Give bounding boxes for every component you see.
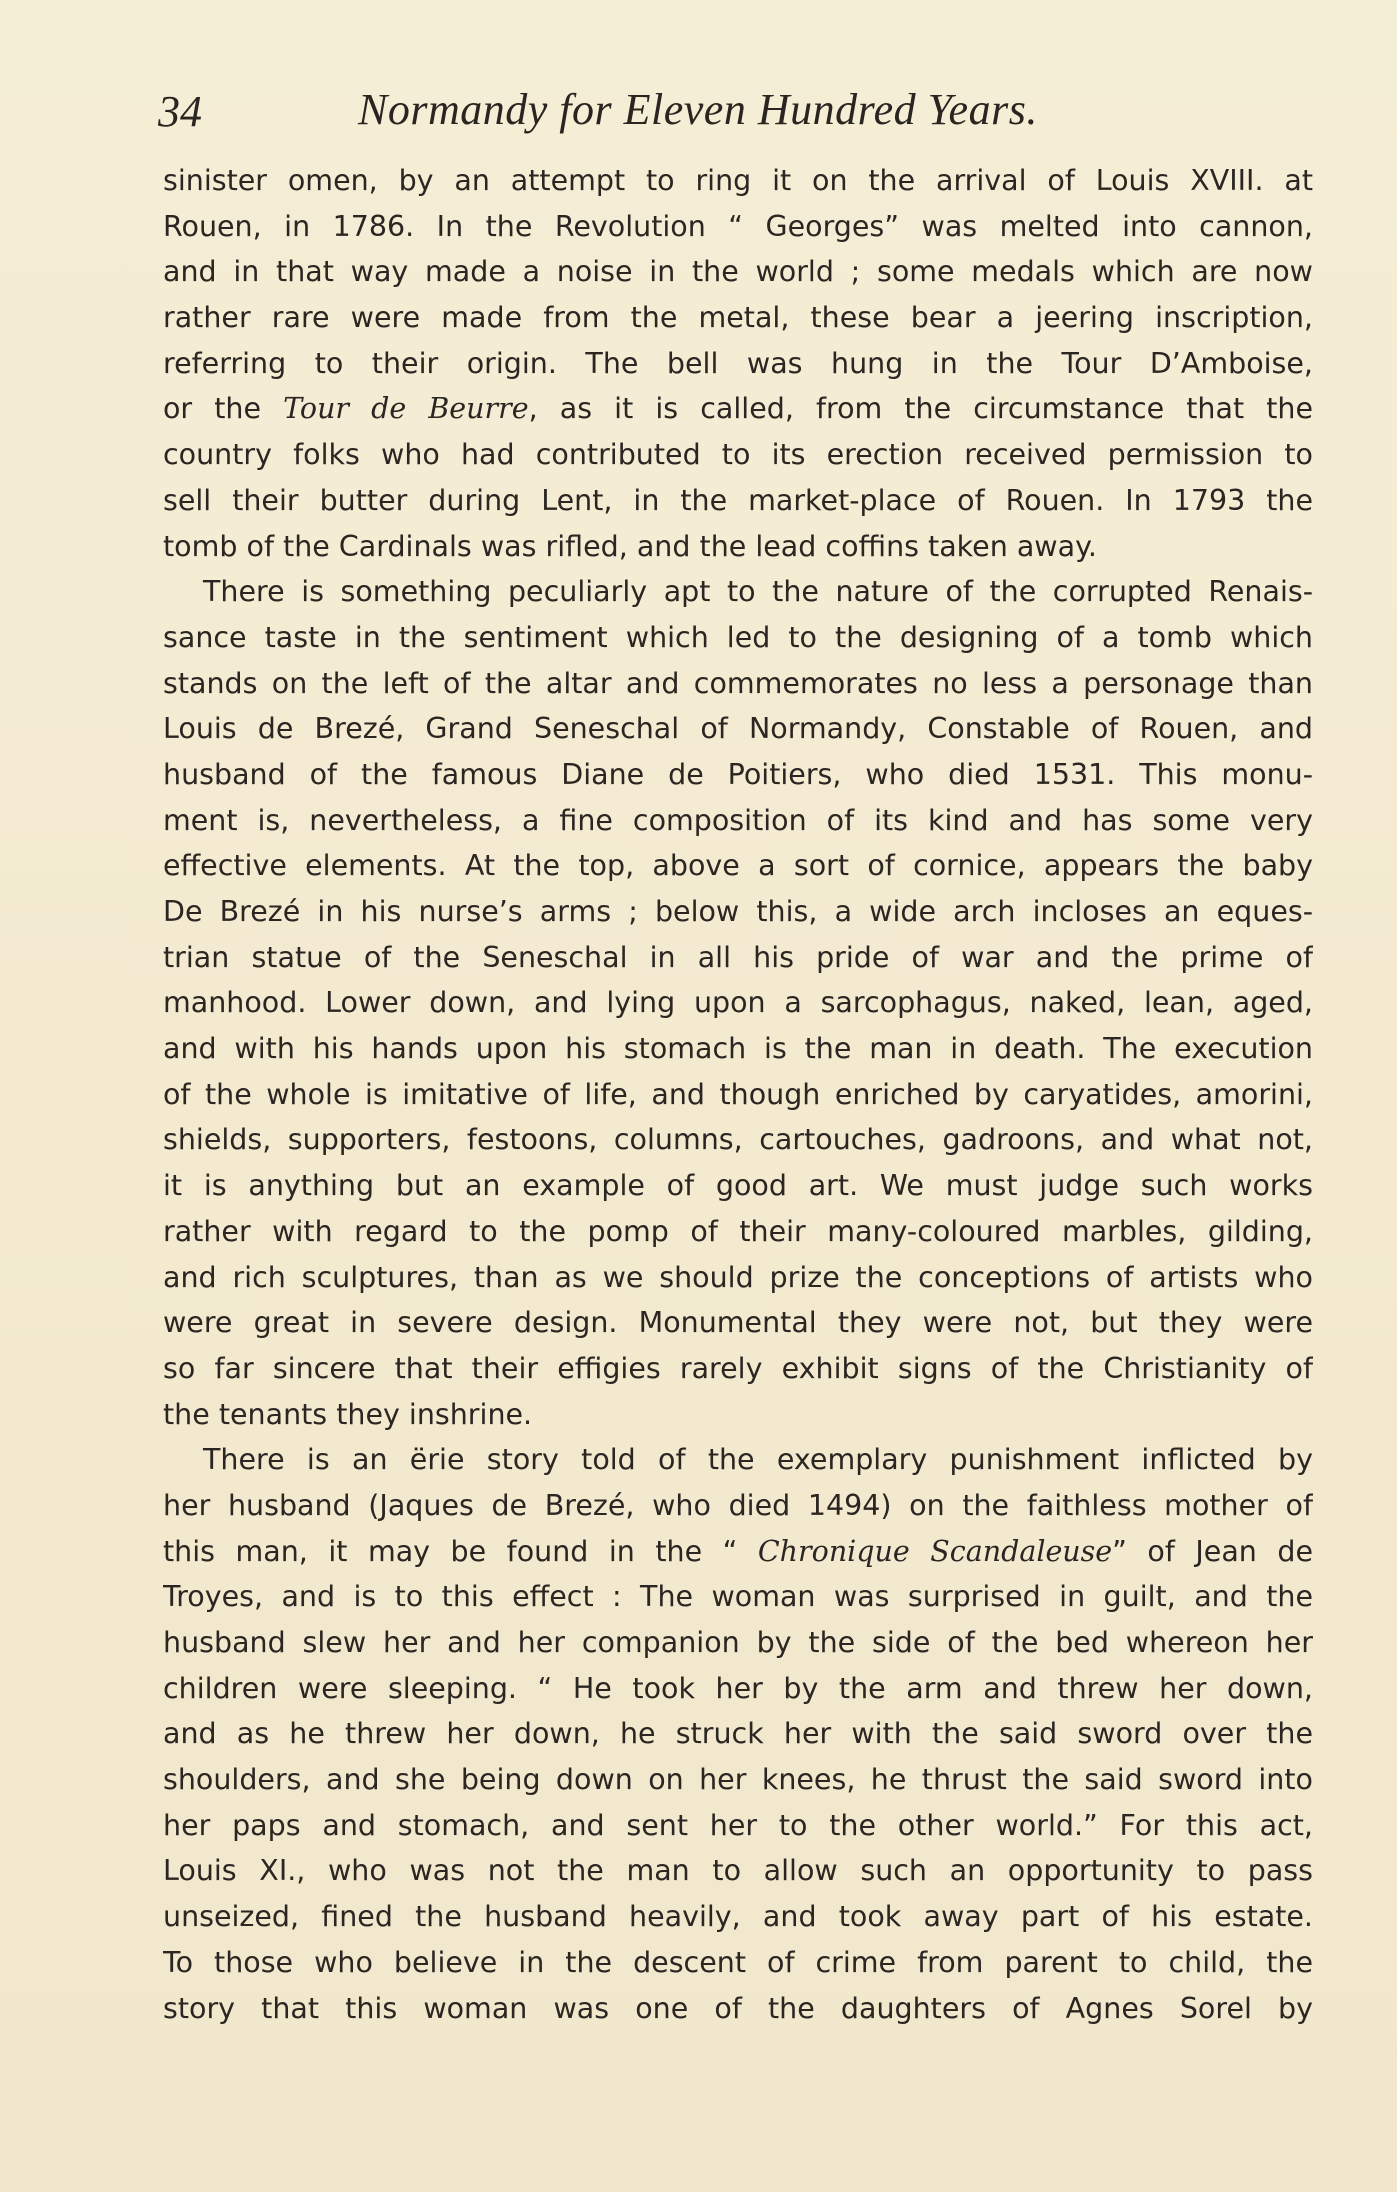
text-line: and with his hands upon his stomach is the man in death. The execution	[163, 1032, 1313, 1066]
text-line: trian statue of the Seneschal in all his pride of war and the prime of	[163, 940, 1313, 974]
italic-phrase: Tour de Beurre	[283, 392, 529, 426]
text-line: Louis de Brezé, Grand Seneschal of Normandy, Constable of Rouen, and	[163, 712, 1313, 746]
text-line: husband slew her and her companion by the side of the bed whereon her	[163, 1626, 1313, 1659]
text-line: tomb of the Cardinals was rifled, and the lead coffins taken away.	[163, 529, 1097, 563]
running-head	[158, 84, 1318, 144]
text-line: of the whole is imitative of life, and though enriched by caryatides, amorini,	[163, 1077, 1313, 1111]
text-line: it is anything but an example of good art. We must judge such works	[163, 1169, 1313, 1203]
text-line: There is something peculiarly apt to the nature of the corrupted Renais-	[203, 575, 1313, 609]
text-line: Louis XI., who was not the man to allow such an opportunity to pass	[163, 1854, 1313, 1888]
text-line: stands on the left of the altar and commemorates no less a personage than	[163, 666, 1313, 700]
text-line: referring to their origin. The bell was hung in the Tour D’Amboise,	[163, 346, 1313, 380]
text-line: rather rare were made from the metal, these bear a jeering inscription,	[163, 301, 1313, 335]
text-line: ment is, nevertheless, a fine composition of its kind and has some very	[163, 803, 1313, 837]
text-line: rather with regard to the pomp of their many-coloured marbles, gilding,	[163, 1214, 1313, 1248]
text-line: De Brezé in his nurse’s arms ; below this, a wide arch incloses an eques-	[163, 895, 1313, 928]
text-line: To those who believe in the descent of crime from parent to child, the	[163, 1945, 1313, 1979]
text-line: manhood. Lower down, and lying upon a sarcophagus, naked, lean, aged,	[163, 986, 1313, 1020]
text-line: were great in severe design. Monumental they were not, but they were	[163, 1306, 1313, 1340]
text-line: There is an ërie story told of the exemplary punishment inflicted by	[203, 1443, 1313, 1477]
text-line: and in that way made a noise in the world ; some medals which are now	[163, 255, 1313, 289]
text-line: her paps and stomach, and sent her to the other world.” For this act,	[163, 1808, 1313, 1842]
running-title: Normandy for Eleven Hundred Years.	[358, 85, 1038, 134]
text-line: sance taste in the sentiment which led to the designing of a tomb which	[163, 620, 1313, 654]
text-line: Rouen, in 1786. In the Revolution “ Georges” was melted into cannon,	[163, 209, 1313, 243]
text-line: and rich sculptures, than as we should prize the conceptions of artists who	[163, 1260, 1313, 1294]
text-line: so far sincere that their effigies rarely exhibit signs of the Christianity of	[163, 1351, 1313, 1385]
text-line: her husband (Jaques de Brezé, who died 1494) on the faithless mother of	[163, 1488, 1313, 1522]
italic-phrase: Chronique Scandaleuse	[757, 1534, 1113, 1568]
text-line: unseized, fined the husband heavily, and took away part of his estate.	[163, 1900, 1313, 1934]
page-number: 34	[158, 87, 202, 136]
text-line: husband of the famous Diane de Poitiers, who died 1531. This monu-	[163, 757, 1313, 791]
text-line: sell their butter during Lent, in the market-place of Rouen. In 1793 the	[163, 483, 1313, 517]
text-line: story that this woman was one of the daughters of Agnes Sorel by	[163, 1991, 1313, 2025]
text-line: shields, supporters, festoons, columns, cartouches, gadroons, and what not,	[163, 1123, 1313, 1157]
text-line: children were sleeping. “ He took her by the arm and threw her down,	[163, 1671, 1313, 1705]
body-text	[163, 158, 1313, 2031]
text-line: or the Tour de Beurre, as it is called, from the circumstance that the	[163, 392, 1313, 426]
text-line: sinister omen, by an attempt to ring it on the arrival of Louis XVIII. at	[163, 164, 1313, 197]
text-line: the tenants they inshrine.	[163, 1397, 533, 1431]
text-line: and as he threw her down, he struck her with the said sword over the	[163, 1717, 1313, 1751]
text-line: Troyes, and is to this effect : The woman was surprised in guilt, and the	[163, 1580, 1313, 1614]
text-line: country folks who had contributed to its erection received permission to	[163, 438, 1313, 472]
text-line: effective elements. At the top, above a sort of cornice, appears the baby	[163, 849, 1313, 883]
text-line: shoulders, and she being down on her knees, he thrust the said sword into	[163, 1763, 1313, 1797]
text-line: this man, it may be found in the “ Chronique Scandaleuse” of Jean de	[163, 1534, 1313, 1568]
